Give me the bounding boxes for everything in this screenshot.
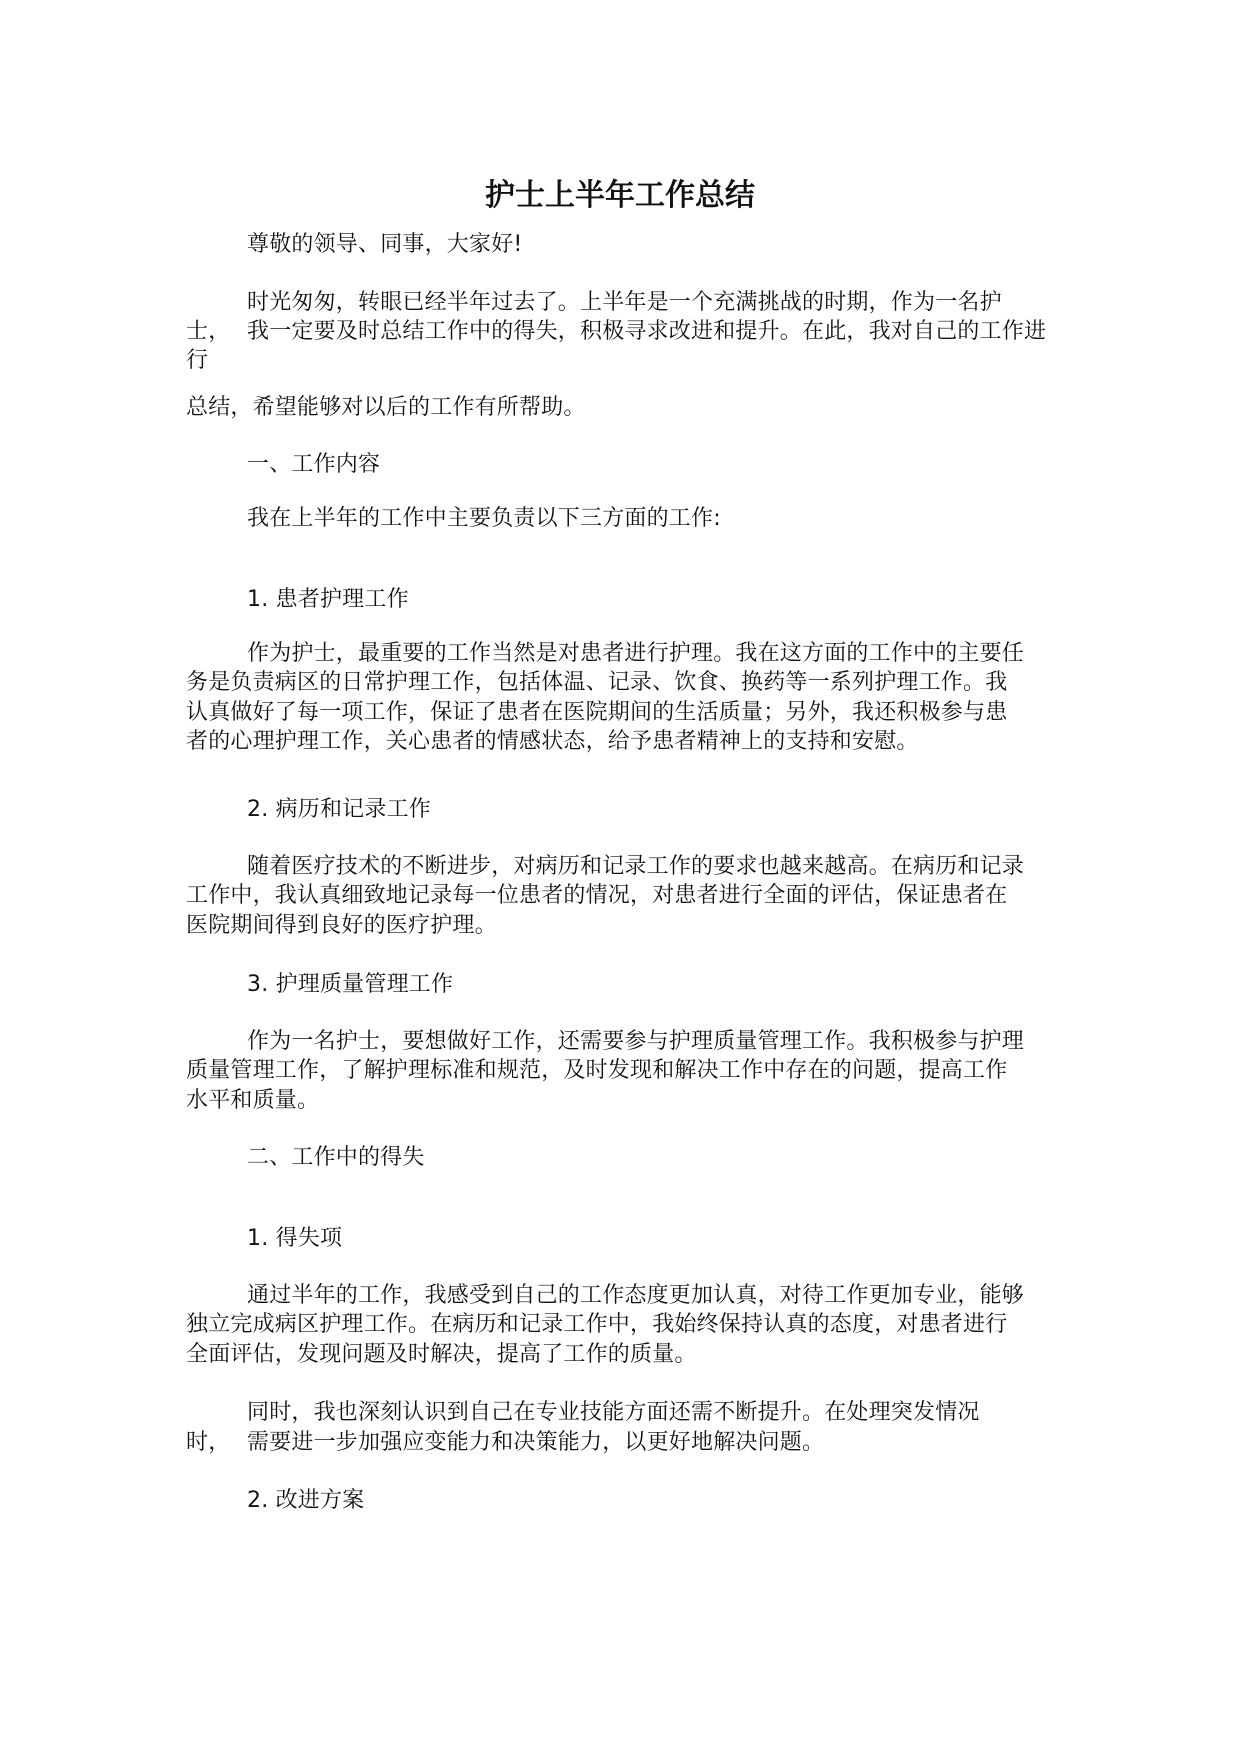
gain-loss-para2-line-2-rest: 需要进一步加强应变能力和决策能力，以更好地解决问题。 [247, 1430, 825, 1455]
item-1-heading: 1. 患者护理工作 [247, 587, 409, 612]
gain-loss-line: 全面评估，发现问题及时解决，提高了工作的质量。 [186, 1342, 697, 1367]
item-2-line: 随着医疗技术的不断进步，对病历和记录工作的要求也越来越高。在病历和记录 [247, 854, 1025, 879]
section-1-heading: 一、工作内容 [247, 452, 381, 477]
item-3-heading: 3. 护理质量管理工作 [247, 972, 454, 997]
gain-loss-para2-line-1: 同时，我也深刻认识到自己在专业技能方面还需不断提升。在处理突发情况 [247, 1400, 980, 1425]
item-2-line: 工作中，我认真细致地记录每一位患者的情况，对患者进行全面的评估，保证患者在 [186, 883, 1008, 908]
item-1-line: 作为护士，最重要的工作当然是对患者进行护理。我在这方面的工作中的主要任 [247, 641, 1025, 666]
item-2-heading: 2. 病历和记录工作 [247, 797, 431, 822]
improvement-heading: 2. 改进方案 [247, 1488, 365, 1513]
document-title: 护士上半年工作总结 [485, 178, 755, 213]
item-2-line: 医院期间得到良好的医疗护理。 [186, 913, 497, 938]
intro-line-3: 行 [186, 348, 209, 373]
gain-loss-line: 通过半年的工作，我感受到自己的工作态度更加认真，对待工作更加专业，能够 [247, 1283, 1025, 1308]
item-3-line: 水平和质量。 [186, 1088, 320, 1113]
intro-line-1: 时光匆匆，转眼已经半年过去了。上半年是一个充满挑战的时期，作为一名护 [247, 290, 1002, 315]
greeting: 尊敬的领导、同事，大家好! [247, 232, 523, 257]
item-3-line: 质量管理工作，了解护理标准和规范，及时发现和解决工作中存在的问题，提高工作 [186, 1058, 1008, 1083]
intro-line-4: 总结，希望能够对以后的工作有所帮助。 [186, 395, 586, 420]
section-1-lead: 我在上半年的工作中主要负责以下三方面的工作: [247, 506, 721, 531]
gain-loss-heading: 1. 得失项 [247, 1226, 343, 1251]
gain-loss-para2-line-2-lead: 时， [186, 1430, 231, 1455]
intro-line-2-rest: 我一定要及时总结工作中的得失，积极寻求改进和提升。在此，我对自己的工作进 [247, 319, 1047, 344]
gain-loss-line: 独立完成病区护理工作。在病历和记录工作中，我始终保持认真的态度，对患者进行 [186, 1312, 1008, 1337]
item-1-line: 务是负责病区的日常护理工作，包括体温、记录、饮食、换药等一系列护理工作。我 [186, 670, 1008, 695]
item-1-line: 者的心理护理工作，关心患者的情感状态，给予患者精神上的支持和安慰。 [186, 729, 919, 754]
item-1-line: 认真做好了每一项工作，保证了患者在医院期间的生活质量；另外，我还积极参与患 [186, 700, 1008, 725]
section-2-heading: 二、工作中的得失 [247, 1145, 425, 1170]
intro-line-2-lead: 士， [186, 319, 231, 344]
item-3-line: 作为一名护士，要想做好工作，还需要参与护理质量管理工作。我积极参与护理 [247, 1029, 1025, 1054]
